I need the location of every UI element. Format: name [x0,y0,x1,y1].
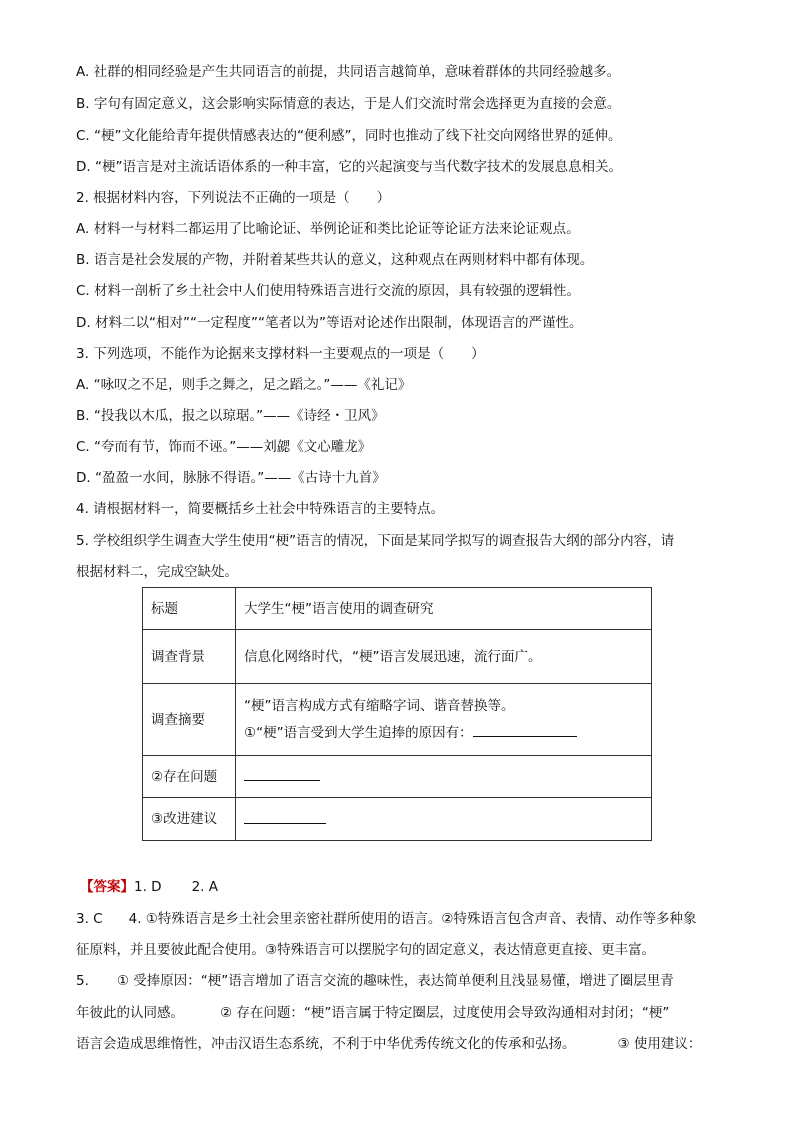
answer-5-number: 5. [76,973,89,989]
table-content-background: 信息化网络时代，“梗”语言发展迅速，流行面广。 [236,630,652,684]
q3-option-c: C. “夸而有节，饰而不诬。”——刘勰《文心雕龙》 [76,439,372,455]
q2-option-c: C. 材料一剖析了乡土社会中人们使用特殊语言进行交流的原因，具有较强的逻辑性。 [76,283,581,299]
q2-option-b: B. 语言是社会发展的产物，并附着某些共认的意义，这种观点在两则材料中都有体现。 [76,252,594,268]
q2-option-a: A. 材料一与材料二都运用了比喻论证、举例论证和类比论证等论证方法来论证观点。 [76,221,580,237]
answer-5-line-2 [76,1003,669,1023]
answer-5-reasons-cont: 年彼此的认同感。 [76,1005,184,1021]
question-5-line-1: 5. 学校组织学生调查大学生使用“梗”语言的情况，下面是某同学拟写的调查报告大纲的部分内容，请 [76,533,675,549]
table-row [143,630,652,684]
q1-option-d: D. “梗”语言是对主流话语体系的一种丰富，它的兴起演变与当代数字技术的发展息息相关。 [76,159,622,175]
abstract-line-2 [244,722,643,743]
question-5-line-2: 根据材料二，完成空缺处。 [76,564,238,580]
abstract-reason-label: ①“梗”语言受到大学生追捧的原因有： [244,725,473,741]
table-label-problems: ②存在问题 [143,756,236,798]
table-row [143,756,652,798]
question-3: 3. 下列选项，不能作为论据来支撑材料一主要观点的一项是（ ） [76,346,485,362]
table-content-problems [236,756,652,798]
answer-2: 2. A [191,879,218,895]
answer-5-reasons: ① 受捧原因：“梗”语言增加了语言交流的趣味性，表达简单便利且浅显易懂，增进了圈层里青 [116,973,674,989]
table-row [143,588,652,630]
q3-option-a: A. “咏叹之不足，则手之舞之，足之蹈之。”——《礼记》 [76,377,412,393]
answer-tag: 【答案】 [80,879,134,895]
table-label-background: 调查背景 [143,630,236,684]
answer-5-problems: ② 存在问题：“梗”语言属于特定圈层，过度使用会导致沟通相对封闭；“梗” [220,1005,670,1021]
q2-option-d: D. 材料二以“相对”“一定程度”“笔者以为”等语对论述作出限制，体现语言的严谨性。 [76,315,583,331]
answer-3: 3. C [76,911,103,927]
q3-option-b: B. “投我以木瓜，报之以琼琚。”——《诗经・卫风》 [76,408,385,424]
blank-problems[interactable] [244,766,320,781]
q1-option-b: B. 字句有固定意义，这会影响实际情意的表达，于是人们交流时常会选择更为直接的会意。 [76,96,621,112]
question-2: 2. 根据材料内容，下列说法不正确的一项是（ ） [76,190,391,206]
q3-option-d: D. “盈盈一水间，脉脉不得语。”——《古诗十九首》 [76,470,386,486]
answer-5-problems-cont: 语言会造成思维惰性，冲击汉语生态系统，不利于中华优秀传统文化的传承和弘扬。 [76,1036,576,1052]
table-row [143,684,652,756]
blank-suggestions[interactable] [244,809,326,824]
answer-line-2 [76,909,697,929]
answer-5-suggestions: ③ 使用建议： [617,1036,702,1052]
answer-5-line-1 [76,971,674,991]
table-row [143,798,652,841]
answer-line-1 [80,877,218,897]
answer-4-part-2: 征原料，并且要彼此配合使用。③特殊语言可以摆脱字句的固定意义，表达情意更直接、更丰富。 [76,942,656,958]
table-content-abstract [236,684,652,756]
table-content-title: 大学生“梗”语言使用的调查研究 [236,588,652,630]
question-4: 4. 请根据材料一，简要概括乡土社会中特殊语言的主要特点。 [76,501,445,517]
survey-outline-table [142,587,652,841]
table-label-abstract: 调查摘要 [143,684,236,756]
q1-option-c: C. “梗”文化能给青年提供情感表达的“便利感”，同时也推动了线下社交向网络世界的延伸。 [76,128,622,144]
table-content-suggestions [236,798,652,841]
table-label-suggestions: ③改进建议 [143,798,236,841]
abstract-line-1: “梗”语言构成方式有缩略字词、谐音替换等。 [244,698,515,714]
answer-4-part-1: 4. ①特殊语言是乡土社会里亲密社群所使用的语言。②特殊语言包含声音、表情、动作等多种象 [128,911,697,927]
answer-1: 1. D [134,879,162,895]
table-label-title: 标题 [143,588,236,630]
answer-5-line-3 [76,1034,701,1054]
blank-reason[interactable] [473,722,577,737]
q1-option-a: A. 社群的相同经验是产生共同语言的前提，共同语言越简单，意味着群体的共同经验越多。 [76,64,621,80]
